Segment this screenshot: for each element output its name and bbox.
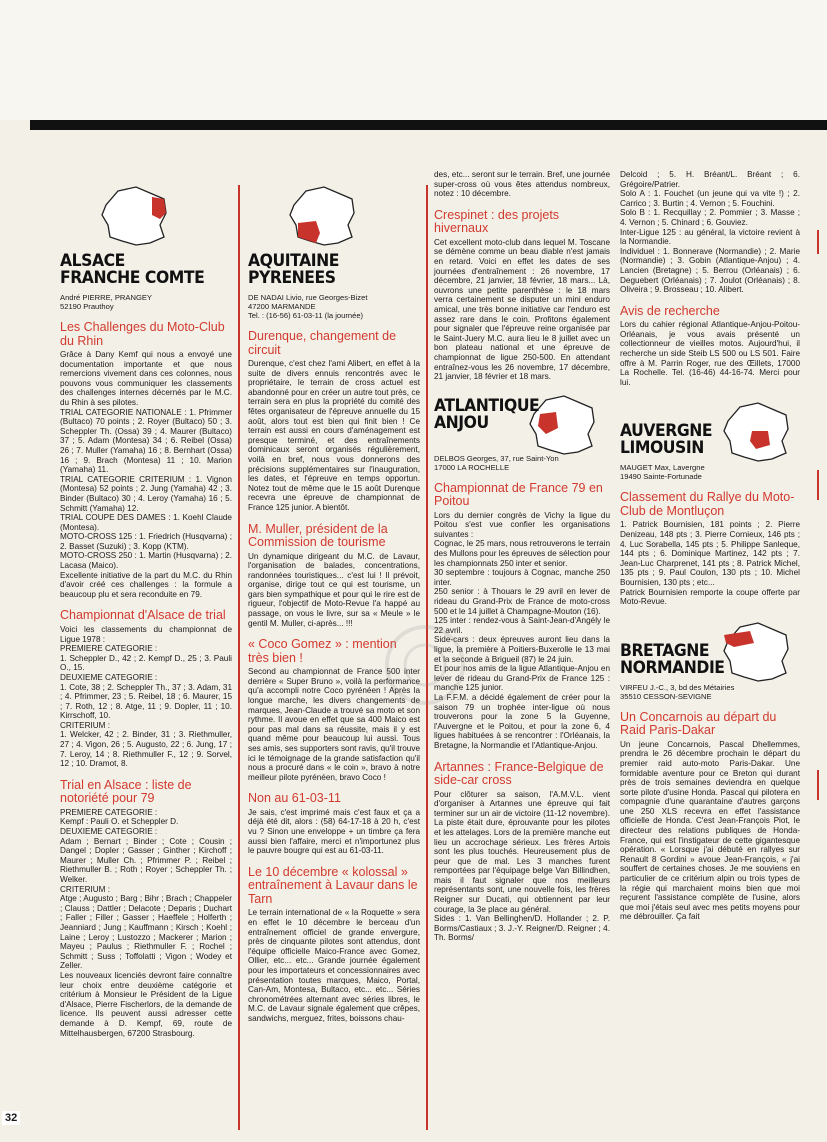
correspondent-address: DE NADAI Livio, rue Georges-Bizet 47200 MARMANDE Tel. : (16-56) 61-03-11 (la journée)	[248, 293, 368, 320]
continued-text: Delcoid ; 5. H. Bréant/L. Bréant ; 6. Grégoire/Patrier. Solo A : 1. Fouchet (un jeune qui va vite !) ; 2. Carrico ; 3. Burtin ; 4. Vernon ; 5. Fouchini. Solo B : 1. Recquillay ; 2. Pommier ; 3. Masse ; 4. Vernon ; 5. Chinard ; 6. Gouviez. Inter-Ligue 125 : au général, la victoire revient à la Normandie. Individuel : 1. Bonnerave (Normandie) ; 2. Marie (Normandie) ; 3. Gobin (Atlantique-Anjou) ; 4. Lancien (Bretagne) ; 5. Berrou (Orléanais) ; 6. Deguebert (Orléanais) ; 7. Joulot (Orléanais) ; 8. Oliveira ; 9. Brosseau ; 10. Alibert.	[620, 170, 800, 295]
section-heading: Artannes : France-Belgique de side-car cross	[434, 759, 604, 788]
section-heading: Trial en Alsace : liste de notoriété pour 79	[60, 777, 192, 806]
section-body: 1. Patrick Bournisien, 181 points ; 2. Pierre Denizeau, 148 pts ; 3. Pierre Cornieux, 146 pts ; 4. Luc Sorabella, 145 pts ; 5. Philippe Sanleque, 144 pts ; 6. Dominique Martinez, 142 pts ; 7. Jean-Luc Charprenet, 141 pts ; 8. Patrick Michel, 135 pts ; 9. Paul Coulon, 130 pts ; 10. Michel Bournisien, 130 pts ; etc... Patrick Bournisien remporte la coupe offerte par Moto-Revue.	[620, 520, 800, 607]
column-divider	[238, 185, 240, 1130]
edge-mark	[817, 470, 819, 500]
section-body: Le terrain international de « la Roquette » sera en effet le 10 décembre le berceau d'un entraînement officiel de grande envergure, près de cinquante pilotes sont attendus, dont l'équipe officielle Maico-France avec Gomez, Ollier, etc... etc... Grande journée également pour les importateurs et concessionnaires avec présentation toutes marques, Maico, Portal, Can-Am, Montesa, Bultaco, etc... etc... Séries chronométrées alternant avec séries libres, le M.C. de Lavaur signale également que crêpes, sandwichs, merguez, frites, boissons chau-	[248, 908, 420, 1023]
section-body: Je sais, c'est imprimé mais c'est faux et ça a déjà été dit, alors : (58) 64-17-18 à 20 h, c'est vu ? Sinon une enveloppe + un timbre ça fera aussi bien l'affaire, merci et n'importunez plus le pauvre bougre qui est au 61-03-11.	[248, 807, 420, 856]
france-map-icon	[286, 185, 361, 247]
region-title: ALSACE	[60, 251, 125, 271]
france-map-icon	[98, 185, 173, 247]
region-title: NORMANDIE	[620, 657, 725, 678]
region-title: PYRENEES	[248, 268, 336, 288]
section-heading: Classement du Rallye du Moto-Club de Montluçon	[620, 490, 795, 518]
section-heading: Durenque, changement de circuit	[248, 329, 397, 357]
region-title: ANJOU	[434, 412, 489, 433]
top-margin	[0, 0, 827, 120]
section-body: Cet excellent moto-club dans lequel M. Toscane se démène comme un beau diable n'est jamais en retard. Voici en effet les dates de ses journées d'entraînement : 26 novembre, 17 décembre, 21 janvier, 18 février, 18 mars... Là, ouvrons une petite parenthèse : le 18 mars verra certainement se disputer un mini enduro amical, une très bonne initiative car l'enduro est assez rare dans le coin. Profitons également pour signaler que l'épreuve reine organisée par le Saint-Juery M.C. aura lieu le 8 juillet avec un bon plateau national et une épreuve de championnat de ligue 250-500. En attendant entraînez-vous les 26 novembre, 17 décembre, 21 janvier, 18 février et 18 mars.	[434, 237, 610, 382]
correspondent-address: VIRFEU J.-C., 3, bd des Métairies 35510 CESSON-SEVIGNE	[620, 682, 735, 701]
section-heading: Un Concarnois au départ du Raid Paris-Dakar	[620, 709, 777, 738]
section-heading: « Coco Gomez » : mention très bien !	[248, 637, 397, 665]
section-body: Pour clôturer sa saison, l'A.M.V.L. vient d'organiser à Artannes une épreuve qui fait terminer sur un air de victoire (11-12 novembre). La piste était dure, éprouvante pour les pilotes et les attelages. Lors de la première manche eut lieu un accrochage sérieux. Les frères Artois sont les plus touchés. Heureusement plus de peur que de mal. Les 3 manches furent remportées par l'équipage belge Van Billindhen, mais il faut signaler que nos meilleurs représentants sont, une nouvelle fois, les frères Reigner sur Ducati, qui obtiennent par leur courage, la 3e place au général. Sides : 1. Van Bellinghen/D. Hollander ; 2. P. Borms/Castiaux ; 3. J.-Y. Reigner/D. Reigner ; 4. Th. Borms/	[434, 789, 610, 943]
edge-mark	[817, 770, 819, 800]
section-body: Un jeune Concarnois, Pascal Dhellemmes, prendra le 26 décembre prochain le départ du premier raid auto-moto Paris-Dakar. Une formidable aventure pour ce Breton qui durant près de trois semaines deviendra en quelque sorte pilote d'usine Honda. Pascal qui pilotera en compagnie d'une quarantaine d'autres garçons une 250 XLS recevra en effet l'assistance officielle de Honda. C'est Jean-François Piot, le directeur des relations publiques de Honda-France, qui est l'instigateur de cette gigantesque opération. « Lorsque j'ai débuté en rallyes sur Renault 8 Gordini » avoue Jean-François, « j'ai souffert de certaines choses. Je me souviens en particulier de ce critérium alpin ou trois types de la régie qui marchaient moins bien que moi reçurent l'assistance complète de l'usine, alors que moi j'étais seul avec mes petits moyens pour me débrouiller. Ça fait	[620, 739, 800, 922]
region-title: LIMOUSIN	[620, 438, 704, 459]
region-title: AUVERGNE	[620, 421, 713, 442]
column-auvergne-bretagne	[620, 170, 800, 923]
section-body: Lors du cahier régional Atlantique-Anjou-Poitou-Orléanais, je vous avais présenté un collectionneur de vieilles motos. Aujourd'hui, il recherche un side Steib LS 500 ou LS 501. Faire offre à M. Parrin Roger, rue des Œillets, 17000 La Rochelle. Tel. (16-46) 44-16-74. Merci pour lui.	[620, 320, 800, 387]
section-heading: Crespinet : des projets hivernaux	[434, 207, 560, 236]
top-rule	[30, 120, 827, 130]
correspondent-address: MAUGET Max, Lavergne 19490 Sainte-Fortunade	[620, 463, 705, 482]
magazine-page	[30, 130, 827, 1142]
section-heading: Le 10 décembre « kolossal » entraînement à Lavaur dans le Tarn	[248, 864, 418, 906]
section-heading: Les Challenges du Moto-Club du Rhin	[60, 320, 225, 348]
section-body: Un dynamique dirigeant du M.C. de Lavaur, l'organisation de balades, concentrations, randonnées touristiques... c'est lui ! Il prévoit, organise, dirige tout ce qui est tourisme, un gars bien sympathique et pour qui le rire est de rigueur, l'objectif de Moto-Revue l'a happé au passage, on vous le livre, sur sa « Meule » le gentil M. Muller, ci-après... !!!	[248, 551, 420, 628]
region-block	[434, 394, 610, 472]
section-body: Second au championnat de France 500 inter derrière « Super Bruno », voilà la performance qu'a accompli notre Coco pyrénéen ! Après la longue marche, les divers changements de marques, Jean-Claude a trouvé sa moto et son rythme. Il avoue en effet que sa 400 Maico est pour pas mal dans sa réussite, mais il y est quand même pour beaucoup lui aussi. Tous ses amis, ses supporters sont ravis, qu'il trouve ici le témoignage de la grande satisfaction qu'il nous a procuré dans « le coin », bravo à notre meilleur pilote pyrénéen, bravo Coco !	[248, 667, 420, 782]
continued-text: des, etc... seront sur le terrain. Bref, une journée super-cross où vous êtes attendus nombreux, notez : 10 décembre.	[434, 170, 610, 199]
column-atlantique	[434, 170, 610, 944]
section-body: PREMIERE CATEGORIE : Kempf : Pauli O. et Scheppler D. DEUXIEME CATEGORIE : Adam ; Bernart ; Binder ; Cote ; Cousin ; Dangel ; Dopler ; Gasser ; Ginther ; Kirchoff ; Maurer ; Muller Ch. ; Pfrimmer P. ; Reibel ; Riethmuller B. ; Roth ; Royer ; Scheppler Th. ; Welker. CRITERIUM : Atge ; Augusto ; Barg ; Bihr ; Brach ; Chappeler ; Clauss ; Dattler ; Delacote ; Deparis ; Duchart ; Faller ; Filler ; Gasser ; Haeffele ; Holferth ; Jeanniard ; Jung ; Kauffmann ; Kirsch ; Koehl ; Laine ; Leroy ; Lustozzo ; Mackerer ; Marion ; Mayeu ; Paulus ; Riethmuller F. ; Rochel ; Schmitt ; Suss ; Toffolatti ; Vigon ; Wodey et Zeller. Les nouveaux licenciés devront faire connaître leur choix entre deuxième catégorie et critérium à Monsieur le Président de la Ligue d'Alsace, Pierre Fischerlors, de la demande de licence. Ils peuvent aussi adresser cette demande à D. Kempf, 69, route de Mittelhausbergen, 67200 Strasbourg.	[60, 807, 232, 1038]
page-number: 32	[2, 1111, 20, 1125]
section-body: Grâce à Dany Kemf qui nous a envoyé une documentation importante et que nous remercions vivement dans ces colonnes, nous pouvons vous communiquer les classements des challenges internes décernés par le M.C. du Rhin à ses pilotes. TRIAL CATEGORIE NATIONALE : 1. Pfrimmer (Bultaco) 70 points ; 2. Royer (Bultaco) 50 ; 3. Scheppler Th. (Ossa) 39 ; 4. Maurer (Bultaco) 37 ; 5. Adam (Montesa) 34 ; 6. Reibel (Ossa) 26 ; 7. Muller (Yamaha) 16 ; 8. Bernhart (Ossa) 16 ; 9. Brach (Montesa) 11 ; 10. Marion (Yamaha) 11. TRIAL CATEGORIE CRITERIUM : 1. Vignon (Montesa) 52 points ; 2. Jung (Yamaha) 42 ; 3. Binder (Bultaco) 30 ; 4. Leroy (Yamaha) 16 ; 5. Schmitt (Yamaha) 12. TRIAL COUPE DES DAMES : 1. Koehl Claude (Montesa). MOTO-CROSS 125 : 1. Friedrich (Husqvarna) ; 2. Basset (Suzuki) ; 3. Kopp (KTM). MOTO-CROSS 250 : 1. Martin (Husqvarna) ; 2. Lacasa (Maico). Excellente initiative de la part du M.C. du Rhin d'avoir créé ces challenges : la formule a beaucoup plu et sera reconduite en 79.	[60, 350, 232, 599]
correspondent-address: André PIERRE, PRANGEY 52190 Prauthoy	[60, 293, 153, 311]
watermark-logo	[380, 620, 470, 710]
column-aquitaine	[248, 185, 420, 1024]
region-title: FRANCHE COMTE	[60, 268, 205, 288]
section-heading: M. Muller, président de la Commission de tourisme	[248, 521, 388, 549]
region-title: AQUITAINE	[248, 251, 339, 271]
region-title: BRETAGNE	[620, 640, 710, 661]
column-alsace	[60, 185, 232, 1039]
region-title: ATLANTIQUE	[434, 395, 540, 416]
section-heading: Avis de recherche	[620, 303, 720, 318]
section-heading: Championnat d'Alsace de trial	[60, 608, 226, 623]
section-body: Voici les classements du championnat de Ligue 1978 : PREMIERE CATEGORIE : 1. Scheppler D., 42 ; 2. Kempf D., 25 ; 3. Pauli O., 15. DEUXIEME CATEGORIE : 1. Cote, 38 ; 2. Scheppler Th., 37 ; 3. Adam, 31 ; 4. Pfrimmer, 23 ; 5. Reibel, 18 ; 6. Maurer, 15 ; 7. Roth, 12 ; 8. Atge, 11 ; 9. Dopler, 11 ; 10. Kirrschoff, 10. CRITERIUM : 1. Welcker, 42 ; 2. Binder, 31 ; 3. Riethmuller, 27 ; 4. Vigon, 26 ; 5. Augusto, 22 ; 6. Jung, 17 ; 7. Leroy, 14 ; 8. Riethmuller F., 12 ; 9. Sorvel, 12 ; 10. Dramot, 8.	[60, 624, 232, 769]
correspondent-address: DELBOS Georges, 37, rue Saint-Yon 17000 LA ROCHELLE	[434, 453, 559, 472]
section-body: Durenque, c'est chez l'ami Alibert, en effet à la suite de divers ennuis rencontrés avec le propriétaire, le terrain de cross actuel est abandonné pour en créer un autre tout près, ce terrain sera en plus la propriété du comité des fêtes organisateur de l'épreuve annuelle du 15 août, alors tout est bien qui finit bien ! Ce terrain est aussi en cours d'aménagement est presque terminé, et des entraînements dominicaux seront organisés régulièrement, voilà en bref, nous vous donnerons des précisions supplémentaires sur l'inauguration, les dates, et l'épreuve en temps opportun. Notez tout de même que le 15 août Durenque recevra une épreuve de championnat de France 125 junior. A bientôt.	[248, 359, 420, 512]
edge-mark	[817, 230, 819, 254]
section-heading: Championnat de France 79 en Poitou	[434, 480, 603, 509]
section-heading: Non au 61-03-11	[248, 791, 341, 806]
section-body: Lors du dernier congrès de Vichy la ligue du Poitou s'est vue confier les organisations suivantes : Cognac, le 25 mars, nous retrouverons le terrain des Mullons pour les épreuves de sélection pour les championnats 250 inter et senior. 30 septembre : toujours à Cognac, manche 250 inter. 250 senior : à Thouars le 29 avril en lever de rideau du Grand-Prix de France de moto-cross 500 et le 14 juillet à Champagne-Mouton (16). 125 inter : rendez-vous à Saint-Jean-d'Angély le 22 avril. Side-cars : deux épreuves auront lieu dans la ligue, la première à Poitiers-Buxerolle le 13 mai et la seconde à Brigueil (87) le 24 juin. Et pour nos amis de la ligue Atlantique-Anjou en lever de rideau du Grand-Prix de France 125 : manche 125 junior. La F.F.M. a décidé également de créer pour la saison 79 un trophée inter-ligue où nous trouverons pour la zone 5 la Guyenne, l'Auvergne et le Poitou, et pour la zone 6, 4 ligues habituées à se rencontrer : l'Orléanais, la Bretagne, la Normandie et l'Atlantique-Anjou.	[434, 510, 610, 750]
